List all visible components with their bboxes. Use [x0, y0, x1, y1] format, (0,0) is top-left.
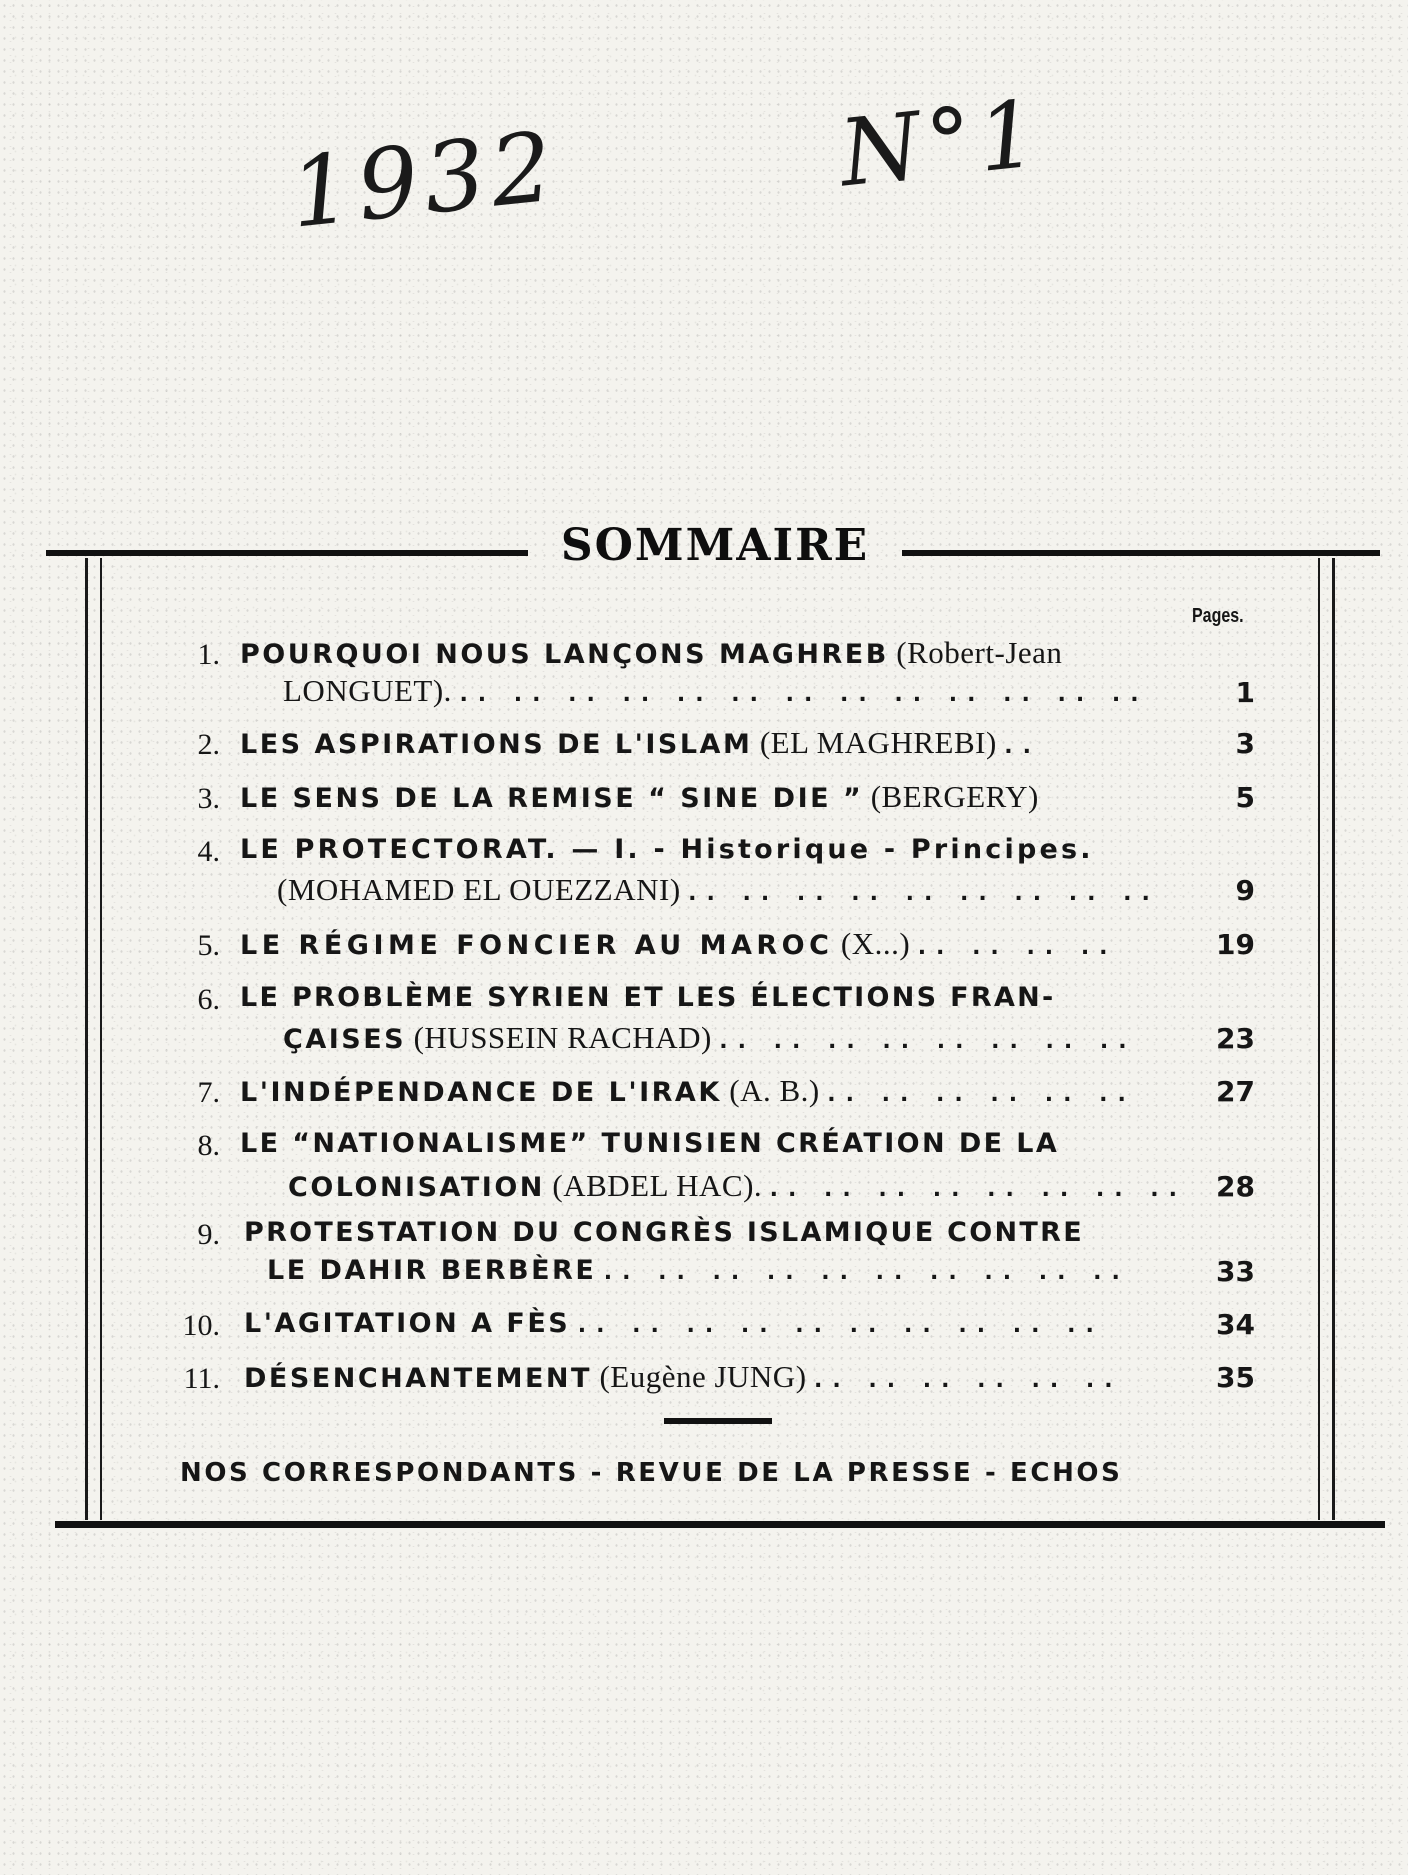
entry-page-number: 27 — [1216, 1075, 1255, 1108]
entry-author: (HUSSEIN RACHAD) — [413, 1020, 712, 1055]
handwritten-issue-number: N°1 — [834, 79, 1049, 208]
entry-title: LE RÉGIME FONCIER AU MAROC — [240, 930, 834, 961]
entry-number: 6. — [197, 983, 220, 1016]
entry-title-continued: ÇAISES — [283, 1024, 407, 1055]
handwritten-year: 1932 — [284, 110, 564, 250]
leader-dots: .. .. .. .. .. .. .. .. .. .. — [603, 1260, 1130, 1285]
entry-number: 8. — [197, 1129, 220, 1162]
entry-number: 9. — [197, 1218, 220, 1251]
entry-author: (ABDEL HAC). — [552, 1168, 763, 1203]
entry-number: 10. — [182, 1309, 220, 1342]
entry-page-number: 19 — [1216, 928, 1255, 961]
entry-page-number: 34 — [1216, 1308, 1255, 1341]
entry-title: LE PROTECTORAT. — I. - Historique - Principes. — [240, 834, 1094, 865]
entry-title: L'INDÉPENDANCE DE L'IRAK — [240, 1077, 722, 1108]
top-rule-left — [46, 550, 528, 556]
leader-dots: .. .. .. .. .. .. .. .. .. .. .. .. .. — [459, 682, 1149, 707]
entry-author: (A. B.) — [729, 1073, 820, 1108]
entry-title-continued: LE DAHIR BERBÈRE — [267, 1255, 597, 1286]
entry-title: LE “NATIONALISME” TUNISIEN CRÉATION DE LA — [240, 1128, 1060, 1159]
leader-dots: .. — [1004, 734, 1041, 759]
entry-page-number: 23 — [1216, 1022, 1255, 1055]
entry-author: (X...) — [840, 926, 911, 961]
entry-title: LE PROBLÈME SYRIEN ET LES ÉLECTIONS FRAN- — [240, 982, 1056, 1013]
page-title: SOMMAIRE — [560, 520, 870, 571]
entry-page-number: 3 — [1235, 727, 1255, 760]
entry-author: (Robert-Jean — [896, 635, 1063, 670]
entry-number: 1. — [197, 638, 220, 671]
right-frame-line-outer — [1332, 558, 1335, 1520]
bottom-rule — [55, 1521, 1385, 1528]
entry-title: L'AGITATION A FÈS — [244, 1308, 571, 1339]
entry-page-number: 35 — [1216, 1361, 1255, 1394]
separator-bar — [664, 1418, 772, 1424]
leader-dots: .. .. .. .. .. .. .. .. — [719, 1029, 1137, 1054]
right-frame-line-inner — [1318, 558, 1320, 1520]
entry-title: PROTESTATION DU CONGRÈS ISLAMIQUE CONTRE — [244, 1217, 1084, 1248]
entry-number: 7. — [197, 1076, 220, 1109]
left-frame-line-inner — [100, 558, 102, 1520]
entry-title: LES ASPIRATIONS DE L'ISLAM — [240, 729, 753, 760]
entry-title: LE SENS DE LA REMISE “ SINE DIE ” — [240, 783, 864, 814]
entry-number: 2. — [197, 728, 220, 761]
entry-author: (MOHAMED EL OUEZZANI) — [277, 872, 681, 907]
leader-dots: .. .. .. .. — [917, 935, 1118, 960]
entry-number: 11. — [183, 1362, 220, 1395]
entry-page-number: 9 — [1235, 874, 1255, 907]
entry-page-number: 5 — [1235, 781, 1255, 814]
footer-sections: NOS CORRESPONDANTS - REVUE DE LA PRESSE - ECHOS — [180, 1458, 1123, 1488]
left-frame-line-outer — [85, 558, 88, 1520]
leader-dots: .. .. .. .. .. .. — [814, 1368, 1123, 1393]
leader-dots: .. .. .. .. .. .. .. .. .. .. — [577, 1313, 1104, 1338]
entry-number: 5. — [197, 929, 220, 962]
leader-dots: .. .. .. .. .. .. — [827, 1082, 1136, 1107]
leader-dots: .. .. .. .. .. .. .. .. — [769, 1177, 1187, 1202]
pages-column-label: Pages. — [1192, 605, 1244, 627]
entry-author: (EL MAGHREBI) — [759, 725, 997, 760]
entry-number: 4. — [197, 835, 220, 868]
entry-page-number: 28 — [1216, 1170, 1255, 1203]
entry-author: (Eugène JUNG) — [599, 1359, 807, 1394]
entry-author-continued: LONGUET). — [283, 673, 452, 708]
entry-title: DÉSENCHANTEMENT — [244, 1363, 592, 1394]
entry-author: (BERGERY) — [870, 779, 1039, 814]
top-rule-right — [902, 550, 1380, 556]
entry-title-continued: COLONISATION — [288, 1172, 545, 1203]
entry-page-number: 1 — [1235, 676, 1255, 709]
leader-dots: .. .. .. .. .. .. .. .. .. — [688, 881, 1160, 906]
entry-number: 3. — [197, 782, 220, 815]
entry-title: POURQUOI NOUS LANÇONS MAGHREB — [240, 639, 889, 670]
entry-page-number: 33 — [1216, 1255, 1255, 1288]
